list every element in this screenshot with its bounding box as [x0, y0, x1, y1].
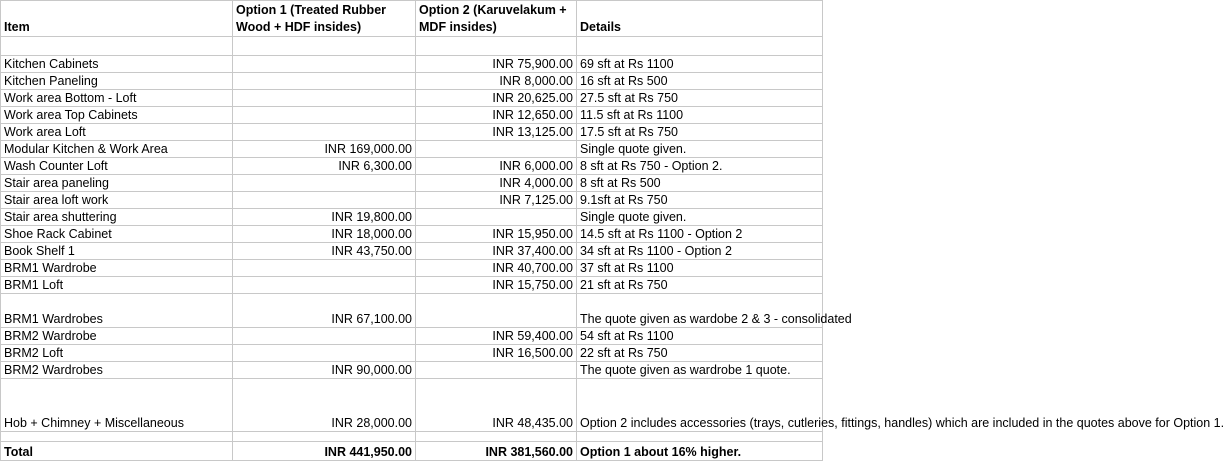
option2-cell[interactable]: [416, 209, 577, 226]
table-row: [1, 362, 823, 379]
option1-cell[interactable]: [233, 107, 416, 124]
details-cell[interactable]: 16 sft at Rs 500: [577, 73, 823, 90]
table-row: [1, 294, 823, 328]
item-cell[interactable]: BRM2 Wardrobe: [1, 328, 233, 345]
item-cell[interactable]: Kitchen Paneling: [1, 73, 233, 90]
option2-cell[interactable]: INR 20,625.00: [416, 90, 577, 107]
details-cell[interactable]: The quote given as wardobe 2 & 3 - consolidated: [577, 294, 823, 328]
option1-cell[interactable]: [233, 277, 416, 294]
cell[interactable]: [1, 37, 233, 56]
details-cell[interactable]: Single quote given.: [577, 141, 823, 158]
total-label[interactable]: Total: [1, 442, 233, 461]
table-row: [1, 192, 823, 209]
cell[interactable]: [1, 432, 233, 442]
option1-cell[interactable]: [233, 192, 416, 209]
option1-cell[interactable]: [233, 345, 416, 362]
table-row: [1, 328, 823, 345]
total-row: [1, 442, 823, 461]
option2-cell[interactable]: INR 59,400.00: [416, 328, 577, 345]
table-row: [1, 260, 823, 277]
option2-cell[interactable]: INR 16,500.00: [416, 345, 577, 362]
item-cell[interactable]: Wash Counter Loft: [1, 158, 233, 175]
header-item[interactable]: Item: [1, 1, 233, 37]
details-cell[interactable]: 11.5 sft at Rs 1100: [577, 107, 823, 124]
item-cell[interactable]: BRM2 Wardrobes: [1, 362, 233, 379]
item-cell[interactable]: Stair area shuttering: [1, 209, 233, 226]
option1-cell[interactable]: INR 28,000.00: [233, 379, 416, 432]
item-cell[interactable]: Work area Loft: [1, 124, 233, 141]
table-row: [1, 158, 823, 175]
option2-cell[interactable]: [416, 141, 577, 158]
option1-cell[interactable]: [233, 56, 416, 73]
header-details[interactable]: Details: [577, 1, 823, 37]
details-cell[interactable]: 9.1sft at Rs 750: [577, 192, 823, 209]
table-row: [1, 379, 823, 432]
item-cell[interactable]: Stair area loft work: [1, 192, 233, 209]
item-cell[interactable]: BRM1 Wardrobes: [1, 294, 233, 328]
option1-cell[interactable]: [233, 260, 416, 277]
option2-cell[interactable]: INR 37,400.00: [416, 243, 577, 260]
details-cell[interactable]: 21 sft at Rs 750: [577, 277, 823, 294]
item-cell[interactable]: Kitchen Cabinets: [1, 56, 233, 73]
cell[interactable]: [416, 37, 577, 56]
option1-cell[interactable]: INR 169,000.00: [233, 141, 416, 158]
table-row: [1, 209, 823, 226]
details-cell[interactable]: 34 sft at Rs 1100 - Option 2: [577, 243, 823, 260]
details-cell[interactable]: The quote given as wardrobe 1 quote.: [577, 362, 823, 379]
option2-cell[interactable]: INR 8,000.00: [416, 73, 577, 90]
option2-cell[interactable]: INR 7,125.00: [416, 192, 577, 209]
item-cell[interactable]: Hob + Chimney + Miscellaneous: [1, 379, 233, 432]
details-cell[interactable]: Option 2 includes accessories (trays, cutleries, fittings, handles) which are included in the quotes above for Option 1.: [577, 379, 823, 432]
option1-cell[interactable]: INR 19,800.00: [233, 209, 416, 226]
option1-cell[interactable]: [233, 73, 416, 90]
option1-cell[interactable]: INR 43,750.00: [233, 243, 416, 260]
option2-cell[interactable]: [416, 294, 577, 328]
header-option1[interactable]: Option 1 (Treated Rubber Wood + HDF insides): [233, 1, 416, 37]
option2-cell[interactable]: INR 6,000.00: [416, 158, 577, 175]
item-cell[interactable]: BRM1 Loft: [1, 277, 233, 294]
item-cell[interactable]: BRM1 Wardrobe: [1, 260, 233, 277]
option1-cell[interactable]: INR 67,100.00: [233, 294, 416, 328]
table-row: [1, 90, 823, 107]
details-cell[interactable]: 54 sft at Rs 1100: [577, 328, 823, 345]
total-details[interactable]: Option 1 about 16% higher.: [577, 442, 823, 461]
option1-cell[interactable]: [233, 328, 416, 345]
option2-cell[interactable]: INR 15,950.00: [416, 226, 577, 243]
option1-cell[interactable]: INR 90,000.00: [233, 362, 416, 379]
table-row: [1, 345, 823, 362]
details-cell[interactable]: 69 sft at Rs 1100: [577, 56, 823, 73]
option2-cell[interactable]: [416, 362, 577, 379]
option2-cell[interactable]: INR 48,435.00: [416, 379, 577, 432]
cell[interactable]: [233, 432, 416, 442]
option2-cell[interactable]: INR 40,700.00: [416, 260, 577, 277]
details-cell[interactable]: 37 sft at Rs 1100: [577, 260, 823, 277]
item-cell[interactable]: Shoe Rack Cabinet: [1, 226, 233, 243]
table-row: [1, 124, 823, 141]
option2-cell[interactable]: INR 4,000.00: [416, 175, 577, 192]
table-row: [1, 243, 823, 260]
header-row: [1, 1, 823, 37]
blank-row: [1, 37, 823, 56]
total-option2[interactable]: INR 381,560.00: [416, 442, 577, 461]
table-row: [1, 226, 823, 243]
cell[interactable]: [577, 37, 823, 56]
details-cell[interactable]: 14.5 sft at Rs 1100 - Option 2: [577, 226, 823, 243]
item-cell[interactable]: Modular Kitchen & Work Area: [1, 141, 233, 158]
cell[interactable]: [577, 432, 823, 442]
option1-cell[interactable]: [233, 124, 416, 141]
table-row: [1, 277, 823, 294]
option1-cell[interactable]: [233, 90, 416, 107]
details-cell[interactable]: Single quote given.: [577, 209, 823, 226]
item-cell[interactable]: Work area Top Cabinets: [1, 107, 233, 124]
header-option2[interactable]: Option 2 (Karuvelakum + MDF insides): [416, 1, 577, 37]
cell[interactable]: [233, 37, 416, 56]
table-row: [1, 175, 823, 192]
details-cell[interactable]: 27.5 sft at Rs 750: [577, 90, 823, 107]
item-cell[interactable]: BRM2 Loft: [1, 345, 233, 362]
option2-cell[interactable]: INR 13,125.00: [416, 124, 577, 141]
details-cell[interactable]: 8 sft at Rs 500: [577, 175, 823, 192]
details-cell[interactable]: 17.5 sft at Rs 750: [577, 124, 823, 141]
table-row: [1, 73, 823, 90]
option2-cell[interactable]: INR 12,650.00: [416, 107, 577, 124]
option2-cell[interactable]: INR 15,750.00: [416, 277, 577, 294]
table-row: [1, 107, 823, 124]
option1-cell[interactable]: INR 6,300.00: [233, 158, 416, 175]
table-row: [1, 141, 823, 158]
details-cell[interactable]: 22 sft at Rs 750: [577, 345, 823, 362]
total-option1[interactable]: INR 441,950.00: [233, 442, 416, 461]
item-cell[interactable]: Book Shelf 1: [1, 243, 233, 260]
blank-row: [1, 432, 823, 442]
option1-cell[interactable]: INR 18,000.00: [233, 226, 416, 243]
option2-cell[interactable]: INR 75,900.00: [416, 56, 577, 73]
item-cell[interactable]: Stair area paneling: [1, 175, 233, 192]
option1-cell[interactable]: [233, 175, 416, 192]
details-cell[interactable]: 8 sft at Rs 750 - Option 2.: [577, 158, 823, 175]
item-cell[interactable]: Work area Bottom - Loft: [1, 90, 233, 107]
table-row: [1, 56, 823, 73]
cell[interactable]: [416, 432, 577, 442]
